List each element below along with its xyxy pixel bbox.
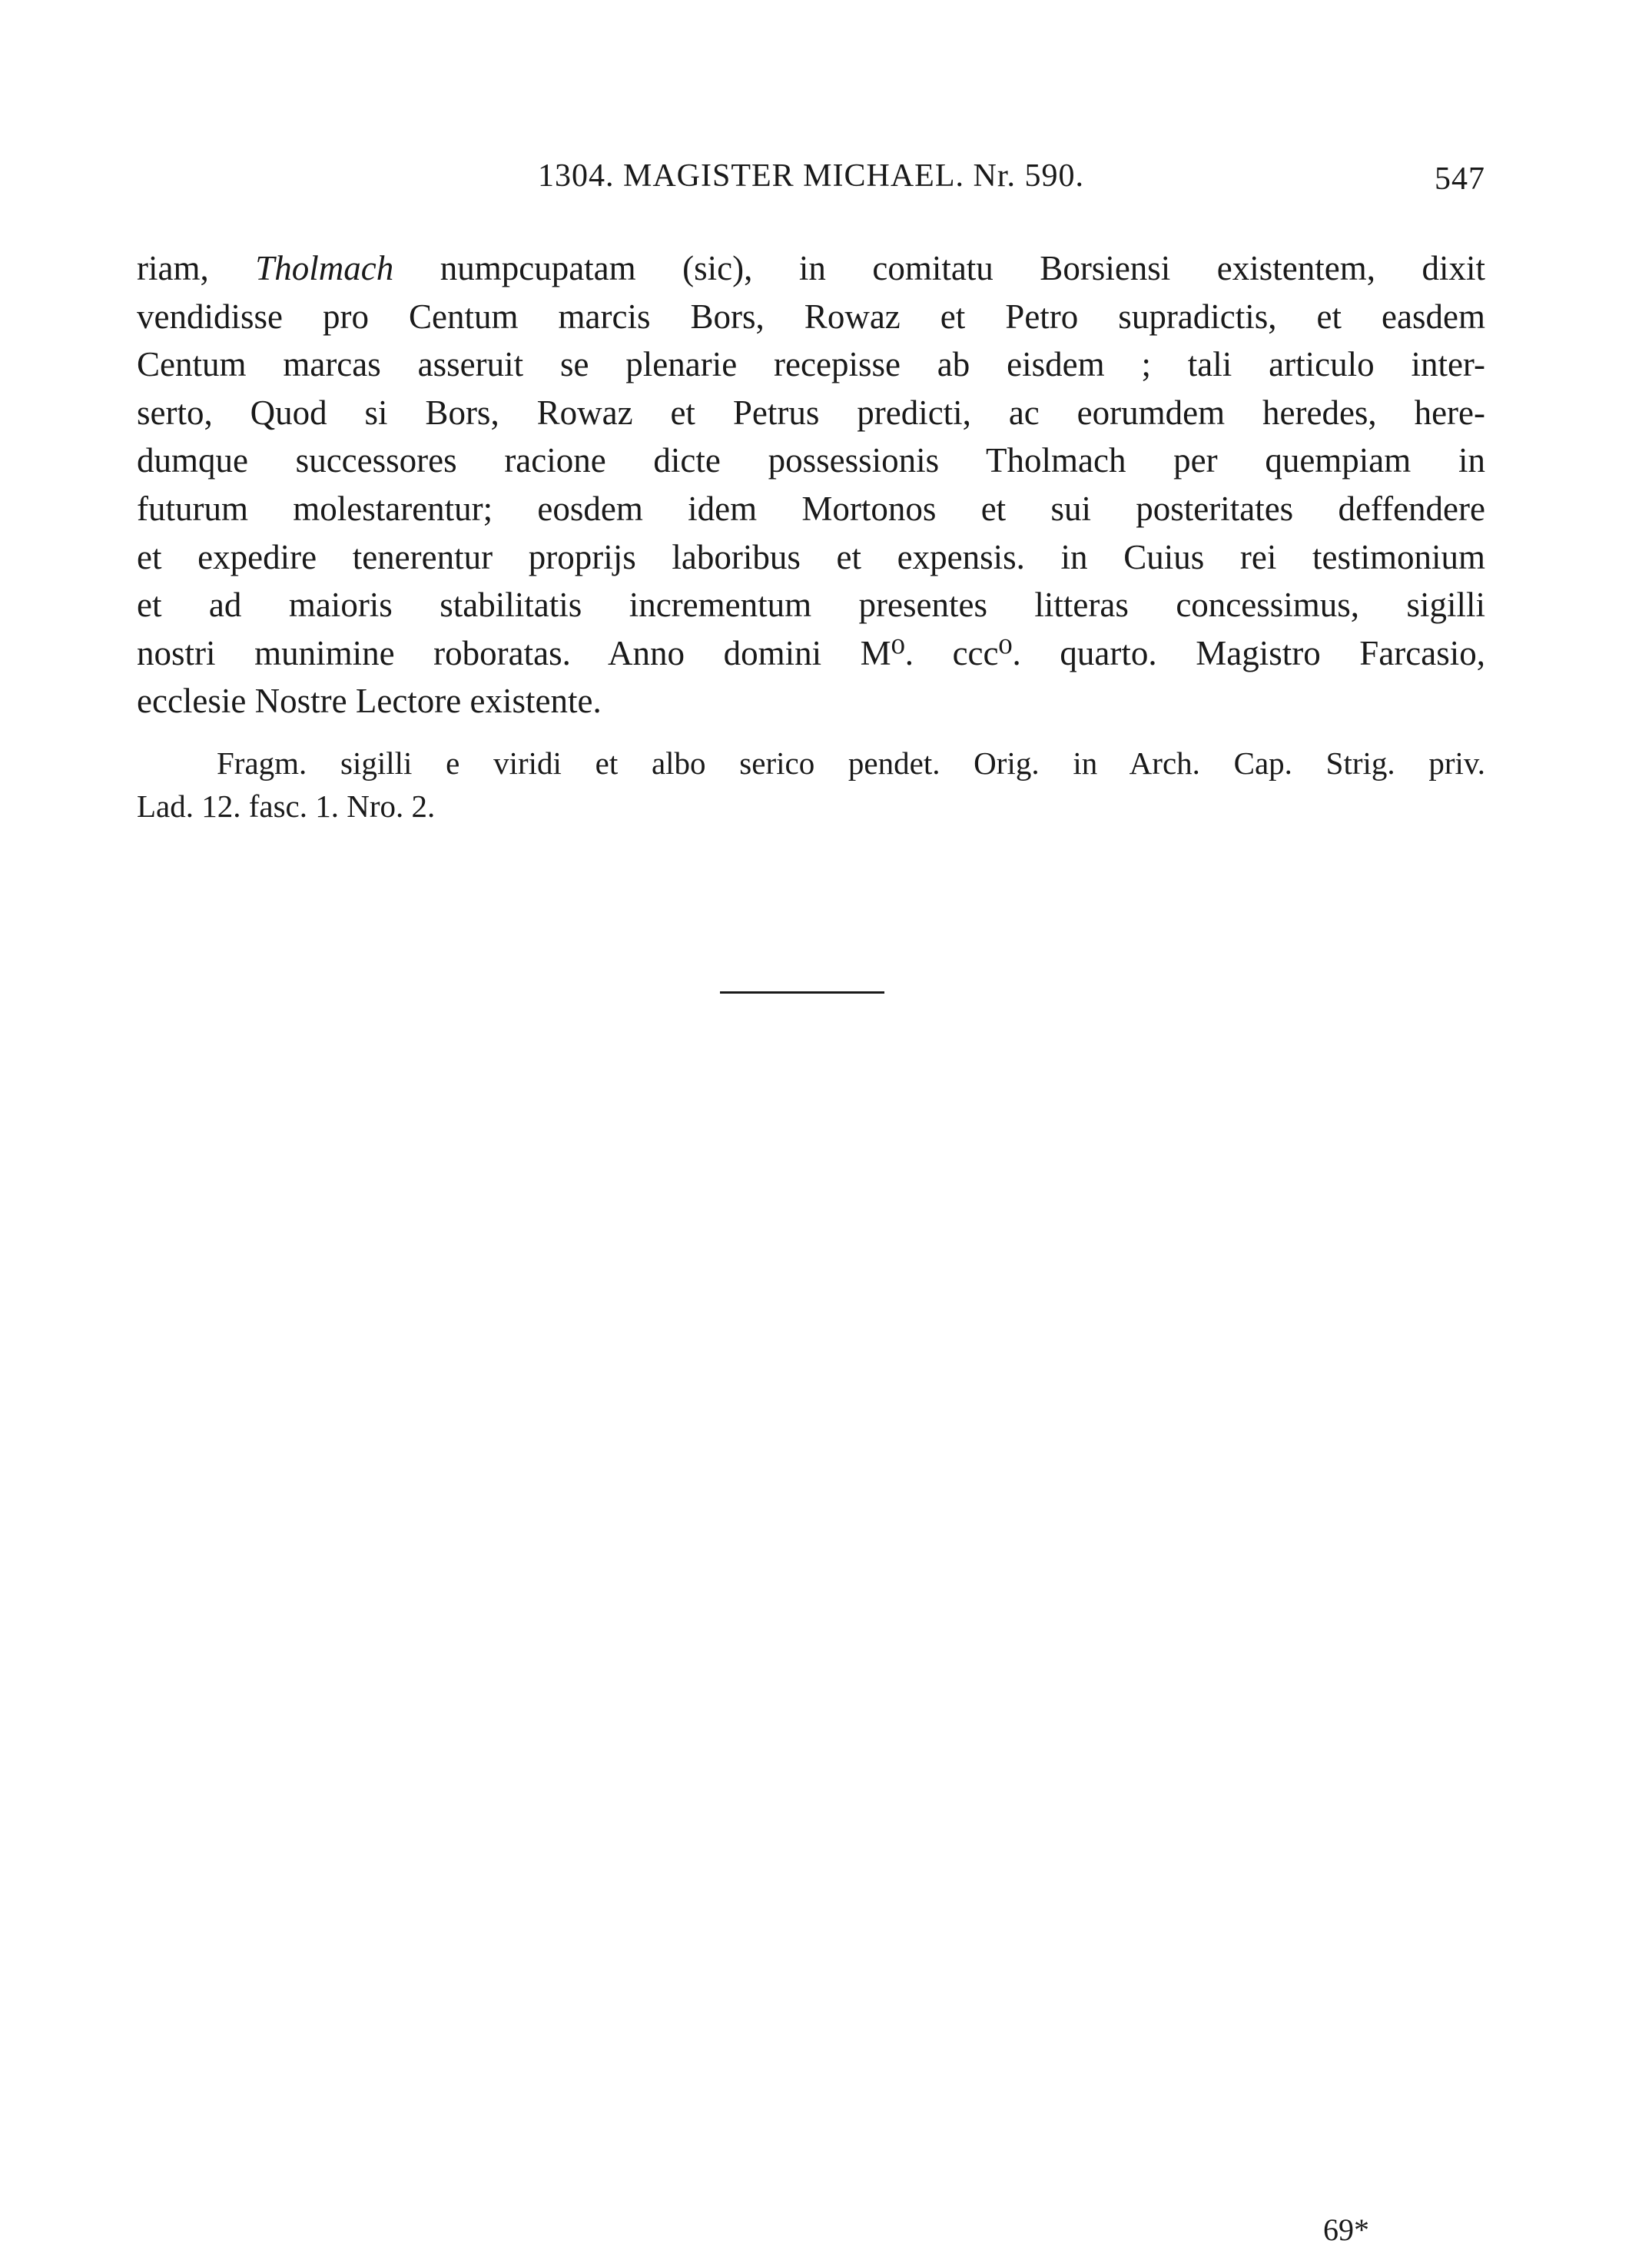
text-line: serto, Quod si Bors, Rowaz et Petrus predicti, ac eorumdem heredes, here- bbox=[137, 393, 1485, 432]
archival-note bbox=[137, 742, 1485, 828]
italic-place-name: Tholmach bbox=[255, 249, 394, 287]
charter-text bbox=[137, 244, 1485, 725]
running-title: 1304. MAGISTER MICHAEL. Nr. 590. bbox=[538, 158, 1084, 194]
text-line: vendidisse pro Centum marcis Bors, Rowaz et Petro supradictis, et easdem bbox=[137, 297, 1485, 336]
text-line: ecclesie Nostre Lectore existente. bbox=[137, 682, 602, 721]
text-line: futurum molestarentur; eosdem idem Mortonos et sui posteritates deffendere bbox=[137, 489, 1485, 528]
section-divider bbox=[720, 991, 884, 994]
text-line: dumque successores racione dicte possessionis Tholmach per quempiam in bbox=[137, 441, 1485, 480]
note-line: Lad. 12. fasc. 1. Nro. 2. bbox=[137, 788, 436, 824]
note-line: Fragm. sigilli e viridi et albo serico pendet. Orig. in Arch. Cap. Strig. priv. bbox=[217, 745, 1485, 781]
text-line: et ad maioris stabilitatis incrementum presentes litteras concessimus, sigilli bbox=[137, 586, 1485, 625]
printer-signature-mark: 69* bbox=[1323, 2212, 1369, 2247]
text-line: Centum marcas asseruit se plenarie recepisse ab eisdem ; tali articulo inter- bbox=[137, 345, 1485, 384]
text-line: nostri munimine roboratas. Anno domini M⁰. ccc⁰. quarto. Magistro Farcasio, bbox=[137, 633, 1485, 672]
text-line: riam, Tholmach numpcupatam (sic), in comitatu Borsiensi existentem, dixit bbox=[137, 249, 1485, 287]
page-number: 547 bbox=[1435, 161, 1485, 197]
text-line: et expedire tenerentur proprijs laboribus et expensis. in Cuius rei testimonium bbox=[137, 537, 1485, 576]
running-head bbox=[137, 158, 1485, 204]
